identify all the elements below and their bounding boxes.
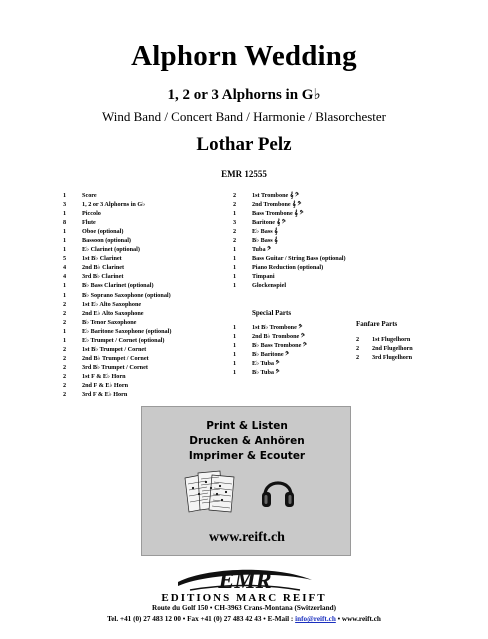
part-name: B♭ Bass Trombone 𝄢: [252, 342, 307, 350]
part-row: [63, 227, 213, 236]
part-quantity: 1: [63, 210, 67, 218]
part-name: Bassoon (optional): [82, 237, 131, 245]
special-parts-list: [233, 323, 373, 377]
part-name: Glockenspiel: [252, 282, 287, 290]
part-quantity: 1: [233, 333, 237, 341]
part-name: Tuba 𝄢: [252, 246, 272, 254]
part-row: [233, 218, 373, 227]
part-row: [63, 245, 213, 254]
part-quantity: 1: [233, 342, 237, 350]
part-name: 2nd B♭ Trumpet / Cornet: [82, 354, 149, 362]
part-name: 3rd Flugelhorn: [372, 354, 413, 362]
part-row: [63, 281, 213, 290]
part-name: Piccolo: [82, 210, 101, 218]
part-row: [63, 263, 213, 272]
part-name: E♭ Baritone Saxophone (optional): [82, 327, 172, 335]
part-name: 1st B♭ Clarinet: [82, 255, 122, 263]
part-quantity: 2: [63, 381, 67, 389]
part-name: 2nd Flugelhorn: [372, 345, 413, 353]
part-quantity: 1: [233, 324, 237, 331]
part-name: E♭ Clarinet (optional): [82, 246, 140, 254]
part-name: 1st Trombone 𝄞 𝄢: [252, 192, 299, 199]
publisher-address: Route du Golf 150 • CH-3963 Crans-Montana (Switzerland): [152, 604, 336, 612]
part-quantity: 1: [233, 246, 237, 254]
part-name: Bass Trombone 𝄞 𝄢: [252, 210, 304, 218]
part-quantity: 2: [63, 391, 67, 399]
contact-phone-fax: Tel. +41 (0) 27 483 12 00 • Fax +41 (0) 27 483 42 43 • E-Mail :: [107, 615, 296, 623]
part-name: B♭ Baritone 𝄢: [252, 351, 290, 359]
part-quantity: 5: [63, 255, 67, 263]
part-name: 3rd B♭ Clarinet: [82, 273, 124, 281]
part-row: [233, 200, 373, 209]
part-row: [63, 218, 213, 227]
part-row: [233, 350, 373, 359]
part-row: [233, 323, 373, 332]
part-name: 3rd B♭ Trumpet / Cornet: [82, 363, 148, 371]
part-quantity: 2: [63, 363, 67, 371]
part-quantity: 1: [63, 192, 67, 199]
part-name: Score: [82, 192, 97, 199]
sheet-music-icon: [182, 470, 238, 514]
part-name: B♭ Tuba 𝄢: [252, 369, 280, 377]
part-row: [63, 309, 213, 318]
part-quantity: 2: [63, 345, 67, 353]
part-row: [233, 263, 373, 272]
part-row: [356, 335, 446, 344]
email-link[interactable]: info@reift.ch: [295, 615, 336, 623]
part-row: [63, 390, 213, 399]
part-row: [63, 254, 213, 263]
parts-list-left: [63, 191, 213, 399]
publisher-contact: [0, 615, 488, 623]
headphones-icon: [260, 471, 296, 511]
part-quantity: 2: [233, 228, 237, 236]
part-row: [63, 300, 213, 309]
promo-line-drucken: Drucken & Anhören: [189, 435, 305, 447]
promo-url-link[interactable]: www.reift.ch: [209, 530, 285, 545]
part-name: Piano Reduction (optional): [252, 264, 324, 272]
part-row: [233, 236, 373, 245]
emr-logo: [170, 560, 320, 596]
fanfare-parts-list: [356, 335, 446, 362]
part-quantity: 3: [63, 201, 67, 209]
part-name: Baritone 𝄞 𝄢: [252, 219, 286, 227]
print-listen-banner[interactable]: [141, 406, 351, 556]
part-name: Bass Guitar / String Bass (optional): [252, 255, 346, 263]
part-quantity: 1: [63, 228, 67, 236]
part-quantity: 1: [63, 291, 67, 299]
part-row: [233, 281, 373, 290]
part-name: Flute: [82, 219, 96, 227]
ensemble-line: Wind Band / Concert Band / Harmonie / Blasorchester: [102, 109, 386, 124]
part-row: [356, 344, 446, 353]
part-row: [63, 236, 213, 245]
part-row: [63, 363, 213, 372]
part-quantity: 2: [63, 300, 67, 308]
part-row: [63, 291, 213, 300]
part-quantity: 1: [233, 255, 237, 263]
promo-line-imprimer: Imprimer & Ecouter: [188, 450, 306, 462]
part-quantity: 2: [233, 201, 237, 209]
part-quantity: 3: [233, 219, 237, 227]
logo-emr-text: EMR: [218, 568, 272, 594]
part-quantity: 1: [233, 351, 237, 359]
part-name: B♭ Bass 𝄞: [252, 237, 278, 245]
parts-list-middle: [233, 191, 373, 291]
part-quantity: 2: [233, 192, 237, 199]
subtitle: 1, 2 or 3 Alphorns in G♭: [167, 87, 321, 103]
part-quantity: 2: [356, 345, 360, 353]
special-parts-heading: Special Parts: [252, 309, 292, 317]
part-name: 1st Flugelhorn: [372, 336, 411, 343]
part-quantity: 1: [233, 282, 237, 290]
part-row: [63, 327, 213, 336]
part-name: 1st E♭ Alto Saxophone: [82, 300, 142, 308]
part-quantity: 1: [63, 336, 67, 344]
part-quantity: 8: [63, 219, 67, 227]
part-row: [233, 209, 373, 218]
catalog-code: EMR 12555: [221, 169, 267, 179]
part-quantity: 1: [233, 360, 237, 368]
part-row: [63, 272, 213, 281]
part-quantity: 1: [233, 369, 237, 377]
part-name: Timpani: [252, 273, 275, 281]
part-row: [233, 191, 373, 200]
composer-name: Lothar Pelz: [196, 134, 292, 155]
part-name: 3rd F & E♭ Horn: [82, 391, 128, 399]
part-quantity: 2: [356, 354, 360, 362]
publisher-name: EDITIONS MARC REIFT: [161, 592, 327, 604]
part-row: [233, 254, 373, 263]
page-title: Alphorn Wedding: [131, 40, 357, 72]
contact-website: • www.reift.ch: [335, 615, 381, 623]
part-name: 2nd B♭ Trombone 𝄢: [252, 333, 305, 341]
part-name: 1st B♭ Trumpet / Cornet: [82, 345, 147, 353]
part-row: [63, 318, 213, 327]
part-quantity: 1: [63, 282, 67, 290]
part-quantity: 2: [63, 318, 67, 326]
part-name: 1st B♭ Trombone 𝄢: [252, 324, 303, 331]
part-row: [233, 359, 373, 368]
promo-line-print: Print & Listen: [206, 420, 288, 432]
part-name: E♭ Tuba 𝄢: [252, 360, 280, 368]
part-name: 2nd F & E♭ Horn: [82, 381, 129, 389]
part-quantity: 2: [63, 372, 67, 380]
part-row: [63, 200, 213, 209]
part-quantity: 2: [63, 309, 67, 317]
part-quantity: 1: [233, 264, 237, 272]
part-row: [233, 332, 373, 341]
part-quantity: 4: [63, 264, 67, 272]
part-row: [233, 341, 373, 350]
part-name: E♭ Trumpet / Cornet (optional): [82, 336, 165, 344]
part-row: [63, 336, 213, 345]
part-quantity: 2: [63, 354, 67, 362]
part-quantity: 2: [233, 237, 237, 245]
part-name: 2nd B♭ Clarinet: [82, 264, 125, 272]
part-row: [356, 353, 446, 362]
part-row: [233, 227, 373, 236]
part-name: B♭ Bass Clarinet (optional): [82, 282, 154, 290]
part-quantity: 4: [63, 273, 67, 281]
part-quantity: 2: [356, 336, 360, 343]
part-row: [233, 272, 373, 281]
part-row: [63, 345, 213, 354]
part-name: E♭ Bass 𝄞: [252, 228, 278, 236]
part-name: Oboe (optional): [82, 228, 124, 236]
part-name: 2nd Trombone 𝄞 𝄢: [252, 201, 302, 209]
part-name: 2nd E♭ Alto Saxophone: [82, 309, 144, 317]
part-name: 1, 2 or 3 Alphorns in G♭: [82, 201, 146, 209]
part-quantity: 1: [63, 327, 67, 335]
part-row: [63, 381, 213, 390]
part-quantity: 1: [63, 237, 67, 245]
part-quantity: 1: [63, 246, 67, 254]
fanfare-parts-heading: Fanfare Parts: [356, 320, 398, 328]
part-row: [63, 191, 213, 200]
part-quantity: 1: [233, 273, 237, 281]
part-quantity: 1: [233, 210, 237, 218]
part-row: [63, 354, 213, 363]
part-row: [63, 372, 213, 381]
part-name: B♭ Tenor Saxophone: [82, 318, 137, 326]
part-row: [233, 368, 373, 377]
part-row: [233, 245, 373, 254]
part-row: [63, 209, 213, 218]
part-name: B♭ Soprano Saxophone (optional): [82, 291, 171, 299]
part-name: 1st F & E♭ Horn: [82, 372, 126, 380]
